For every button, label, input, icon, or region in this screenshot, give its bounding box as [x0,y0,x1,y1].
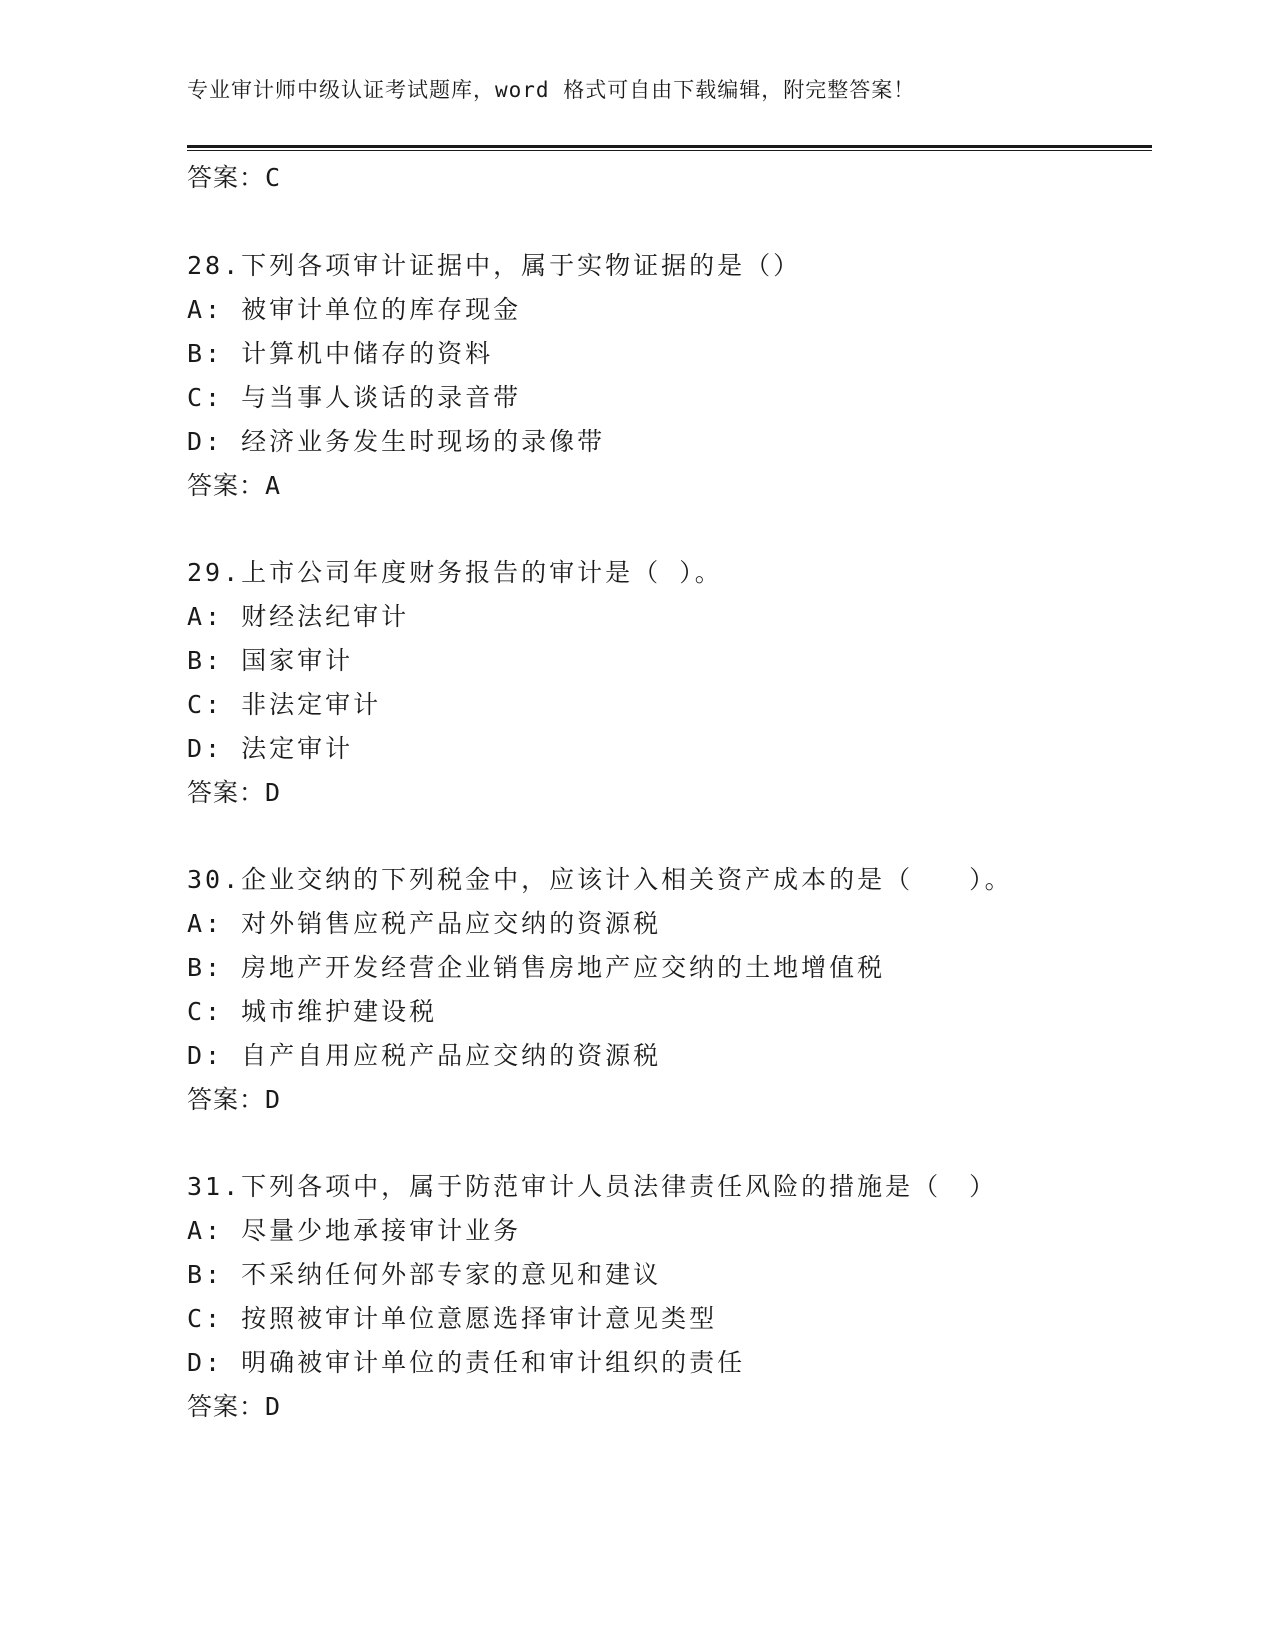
answer-value: A [265,471,282,500]
answer-value: D [265,1085,282,1114]
answer-label: 答案： [187,1085,266,1114]
option-b: B: 不采纳任何外部专家的意见和建议 [187,1260,662,1289]
answer-line [187,471,281,501]
option-d: D: 明确被审计单位的责任和审计组织的责任 [187,1348,746,1377]
header-divider-thin [187,150,1152,151]
answer-label: 答案： [187,163,266,192]
answer-value: D [265,1392,282,1421]
option-d: D: 自产自用应税产品应交纳的资源税 [187,1041,662,1070]
option-a: A: 尽量少地承接审计业务 [187,1216,522,1245]
question-stem: 29.上市公司年度财务报告的审计是（ ）。 [187,558,723,587]
answer-line [187,1085,281,1115]
answer-label: 答案： [187,471,266,500]
option-b: B: 国家审计 [187,646,354,675]
answer-label: 答案： [187,1392,266,1421]
answer-value: D [265,778,282,807]
option-c: C: 城市维护建设税 [187,997,438,1026]
question-stem: 28.下列各项审计证据中，属于实物证据的是（） [187,251,802,280]
answer-line [187,1392,281,1422]
option-b: B: 计算机中储存的资料 [187,339,494,368]
option-d: D: 法定审计 [187,734,354,763]
answer-value: C [265,163,282,192]
answer-line [187,778,281,808]
answer-line [187,163,281,193]
option-c: C: 非法定审计 [187,690,382,719]
option-b: B: 房地产开发经营企业销售房地产应交纳的土地增值税 [187,953,886,982]
page-header: 专业审计师中级认证考试题库，word 格式可自由下载编辑，附完整答案！ [187,78,916,102]
answer-label: 答案： [187,778,266,807]
header-divider-thick [187,145,1152,148]
option-a: A: 被审计单位的库存现金 [187,295,522,324]
option-a: A: 对外销售应税产品应交纳的资源税 [187,909,662,938]
question-stem: 31.下列各项中，属于防范审计人员法律责任风险的措施是（ ） [187,1172,998,1201]
question-stem: 30.企业交纳的下列税金中，应该计入相关资产成本的是（ ）。 [187,865,1013,894]
option-a: A: 财经法纪审计 [187,602,410,631]
option-c: C: 按照被审计单位意愿选择审计意见类型 [187,1304,718,1333]
option-d: D: 经济业务发生时现场的录像带 [187,427,606,456]
option-c: C: 与当事人谈话的录音带 [187,383,522,412]
header-divider [187,145,1152,152]
